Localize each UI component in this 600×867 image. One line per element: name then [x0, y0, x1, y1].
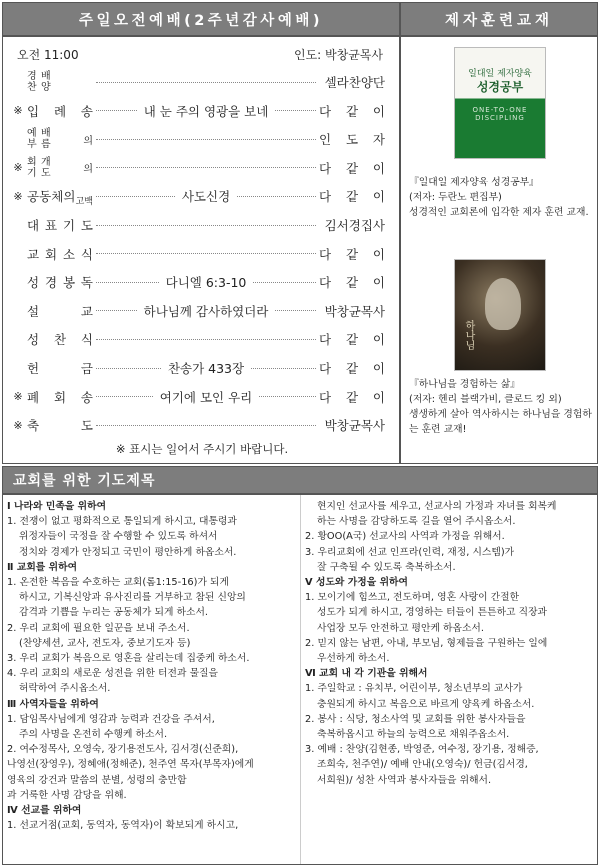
dot-leader	[96, 282, 159, 283]
book1-author: (저자: 두란노 편집부)	[409, 192, 502, 203]
prayer-section-title: Ⅰ 나라와 민족을 위하여	[7, 501, 107, 512]
order-item-person	[319, 388, 385, 406]
order-item-person-char: 이	[372, 160, 385, 176]
prayer-line: 2. 봉사 : 식당, 청소사역 및 교회를 위한 봉사자들을	[305, 713, 526, 725]
order-item-content: 찬송가 433장	[167, 361, 245, 376]
order-item-person-char: 이	[372, 103, 385, 119]
prayer-line: 축복하옵시고 하늘의 능력으로 채워주옵소서.	[317, 729, 510, 741]
order-item-name-char: 소	[62, 246, 76, 262]
dot-leader	[96, 425, 316, 426]
prayer-section-title: Ⅳ 선교를 위하여	[7, 805, 82, 817]
dot-leader	[96, 139, 316, 140]
standing-mark: ※	[13, 161, 23, 175]
order-item-person-char: 다	[319, 389, 332, 405]
order-item-person-char: 이	[372, 332, 385, 348]
order-item-name-char: 개	[41, 156, 51, 168]
order-item-name-small: 고백	[75, 196, 93, 207]
book2-title: 『하나님을 경험하는 삶』	[409, 379, 520, 390]
order-item-person	[319, 330, 385, 348]
prayer-line: 하시고, 기복신앙과 유사진리를 거부하고 참된 신앙의	[19, 592, 246, 604]
book2-description	[409, 377, 593, 437]
order-row	[9, 241, 385, 267]
order-row	[9, 412, 385, 438]
order-item-person-char: 도	[345, 132, 359, 148]
worship-header: 주일오전예배(2주년감사예배)	[2, 2, 400, 36]
prayer-line: 서희원)/ 성찬 사역과 봉사자들을 위해서.	[317, 774, 492, 786]
order-item-name-char: 입	[27, 103, 40, 119]
order-item-name-char: 축	[27, 418, 40, 434]
order-item-person	[319, 159, 385, 177]
order-item-name	[27, 302, 93, 320]
order-item-name-char: 경	[27, 71, 37, 82]
prayer-line: 충원되게 하시고 복음으로 바르게 양육케 하옵소서.	[317, 698, 535, 710]
order-item-person-char: 이	[372, 275, 385, 291]
order-row	[9, 69, 385, 95]
order-item-name-char: 봉	[62, 275, 76, 291]
order-item-person	[319, 359, 385, 377]
order-item-name-char: 식	[80, 246, 93, 262]
order-row	[9, 269, 385, 295]
order-item-person-char: 다	[319, 160, 332, 176]
dot-leader	[259, 396, 316, 397]
prayer-line: (찬양세션, 교사, 전도자, 중보기도자 등)	[19, 637, 191, 649]
prayer-line: 영육의 강건과 말씀의 분별, 성령의 충만함	[7, 774, 187, 786]
prayer-line: 3. 우리 교회가 복음으로 영혼을 살리는데 집중케 하소서.	[7, 653, 250, 665]
order-item-name	[27, 273, 93, 291]
prayer-section-title: Ⅴ 성도와 가정을 위하여	[305, 577, 408, 589]
order-item-name-char: 동	[39, 189, 52, 205]
order-item-name-char: 교	[80, 303, 93, 319]
order-item-person	[319, 130, 385, 148]
order-item-person-char: 다	[319, 275, 332, 291]
standing-mark: ※	[13, 390, 23, 404]
order-item-person-char: 같	[345, 275, 359, 291]
prayer-line: 2. 황OO(A국) 선교사의 사역과 가정을 위해서.	[305, 531, 505, 543]
prayer-line: 2. 여수정목사, 오영숙, 장기용전도사, 김서경(신준희),	[7, 744, 239, 756]
prayer-line: 1. 주일학교 : 유치부, 어린이부, 청소년부의 교사가	[305, 683, 523, 695]
dot-leader	[251, 368, 316, 369]
order-item-name-char: 대	[27, 218, 40, 233]
order-item-name-char: 성	[27, 332, 40, 348]
order-row	[9, 298, 385, 324]
order-item-person-char: 같	[345, 160, 359, 176]
order-item-person-char: 인	[319, 132, 332, 148]
order-item-person-char: 이	[372, 361, 385, 376]
order-item-content: 다니엘 6:3-10	[165, 275, 247, 291]
order-item-name	[27, 330, 93, 348]
order-item-name-char: 헌	[27, 361, 40, 376]
order-item-name-char: 회	[27, 156, 37, 168]
dot-leader	[275, 110, 316, 111]
order-item-name	[27, 416, 93, 434]
order-item-name-char: 독	[80, 275, 93, 291]
order-item-name-char: 경	[44, 275, 58, 291]
dot-leader	[96, 167, 316, 168]
order-item-name-char: 배	[41, 71, 51, 82]
order-item-name-char: 의	[63, 189, 76, 205]
prayer-line: 우선하게 하소서.	[317, 653, 390, 665]
order-item-name	[27, 245, 93, 263]
prayer-line: 1. 전쟁이 없고 평화적으로 통일되게 하시고, 대통령과	[7, 516, 237, 528]
order-item-person	[319, 273, 385, 291]
prayer-line: 하는 사명을 감당하도록 길을 열어 주시옵소서.	[317, 516, 516, 528]
prayer-line: 1. 담임목사님에게 영감과 능력과 건강을 주셔서,	[7, 713, 215, 725]
order-item-name-char: 회	[44, 246, 58, 262]
order-item-name-char: 찬	[27, 82, 37, 93]
order-item-person-char: 다	[319, 246, 332, 262]
prayer-line: 현지인 선교사를 세우고, 선교사의 가정과 자녀를 회복케	[317, 501, 557, 512]
book1-cover-image	[454, 47, 546, 159]
order-item-name-char: 송	[80, 103, 93, 119]
prayer-line: 2. 믿지 않는 남편, 아내, 부모님, 형제들을 구원하는 일에	[305, 637, 548, 649]
prayer-panel	[2, 494, 598, 865]
order-item-name	[27, 128, 93, 150]
order-item-person-char: 다	[319, 103, 332, 119]
order-item-name	[27, 359, 93, 377]
prayer-section-title: Ⅲ 사역자들을 위하여	[7, 698, 99, 710]
order-row	[9, 384, 385, 410]
prayer-line: 1. 모이기에 힘쓰고, 전도하며, 영혼 사랑이 간절한	[305, 592, 520, 604]
dot-leader	[96, 396, 153, 397]
book2-cover-image	[454, 259, 546, 371]
order-item-person: 김서경집사	[324, 218, 385, 233]
dot-leader	[96, 196, 175, 197]
order-item-person-char: 이	[372, 246, 385, 262]
order-item-content: 여기에 모인 우리	[159, 389, 253, 405]
dot-leader	[96, 82, 316, 83]
order-item-name	[27, 216, 93, 234]
book2-author: (저자: 헨리 블랙가비, 클로드 킹 외)	[409, 394, 562, 405]
prayer-line: 위정자들이 국정을 잘 수행할 수 있도록 하셔서	[19, 531, 218, 543]
order-item-person-char: 다	[319, 361, 332, 376]
order-row	[9, 98, 385, 124]
order-item-person: 셀라찬양단	[324, 75, 385, 90]
book2-cover-title: 하나님	[463, 320, 474, 350]
order-item-person-char: 이	[372, 189, 385, 205]
dot-leader	[275, 310, 316, 311]
prayer-left-column	[7, 499, 299, 833]
order-item-person-char: 같	[345, 189, 359, 205]
prayer-line: 4. 우리 교회의 새로운 성전을 위한 터전과 물질을	[7, 668, 218, 680]
order-item-name-char: 표	[44, 218, 58, 233]
prayer-section-title: Ⅵ 교회 내 각 기관을 위해서	[305, 668, 428, 680]
prayer-section-title: Ⅱ 교회를 위하여	[7, 561, 78, 573]
order-row	[9, 212, 385, 238]
order-item-name-char: 송	[80, 389, 93, 405]
order-item-content: 내 눈 주의 영광을 보네	[143, 103, 269, 119]
column-divider	[300, 495, 301, 864]
book1-title: 『일대일 제자양육 성경공부』	[409, 177, 539, 188]
book2-desc-text: 생생하게 살아 역사하시는 하나님을 경험하는 훈련 교재!	[409, 409, 592, 435]
order-item-name-char: 배	[41, 128, 51, 140]
order-row	[9, 183, 385, 209]
order-item-person-char: 같	[345, 332, 359, 348]
order-row	[9, 326, 385, 352]
dot-leader	[96, 225, 316, 226]
order-row	[9, 155, 385, 181]
book1-description	[409, 175, 593, 220]
order-item-person-char: 자	[372, 132, 385, 148]
dot-leader	[96, 339, 316, 340]
order-item-name-char: 도	[80, 418, 93, 434]
book1-cover-line2: 성경공부	[476, 80, 524, 94]
order-item-name-char: 교	[27, 246, 40, 262]
book1-cover-line1: 일대일 제자양육	[468, 69, 532, 79]
dot-leader	[96, 253, 316, 254]
order-item-content: 사도신경	[181, 189, 231, 205]
order-row	[9, 126, 385, 152]
order-item-name-char: 식	[80, 332, 93, 348]
order-item-name-char: 성	[27, 275, 40, 291]
order-item-name	[27, 388, 93, 406]
order-item-person-char: 같	[345, 361, 359, 376]
order-item-name-char: 양	[41, 82, 51, 93]
order-item-name-char: 기	[62, 218, 76, 233]
prayer-line: 나영선(장영우), 정혜애(정해준), 천주연 목자(부목자)에게	[7, 759, 254, 771]
order-item-person-char: 이	[372, 389, 385, 405]
worship-order-panel	[2, 36, 400, 464]
order-item-name	[27, 186, 93, 207]
prayer-right-column	[305, 499, 595, 788]
prayer-line: 3. 우리교회에 선교 인프라(인력, 재정, 시스템)가	[305, 546, 515, 558]
prayer-line: 3. 예배 : 찬양(김현종, 박영준, 여수정, 장기용, 정해증,	[305, 744, 539, 756]
order-item-person	[319, 102, 385, 120]
order-item-name-suffix: 의	[83, 135, 93, 147]
order-item-person: 박창균목사	[324, 418, 385, 434]
standing-mark: ※	[13, 189, 23, 203]
order-item-person-char: 같	[345, 103, 359, 119]
order-item-name-char: 례	[53, 103, 67, 119]
prayer-line: 정치와 경제가 안정되고 국민이 평안하게 하옵소서.	[19, 546, 237, 558]
standing-mark: ※	[13, 418, 23, 432]
order-item-content: 하나님께 감사하였더라	[143, 303, 269, 319]
book1-cover-en: ONE-TO-ONE DISCIPLING	[472, 106, 528, 122]
book1-desc-text: 성경적인 교회론에 입각한 제자 훈련 교재.	[409, 207, 589, 218]
order-item-name	[27, 102, 93, 120]
order-item-person	[319, 187, 385, 205]
order-item-name-char: 름	[41, 139, 51, 151]
order-item-name-char: 도	[80, 218, 93, 233]
prayer-line: 1. 온전한 복음을 수호하는 교회(롬1:15-16)가 되게	[7, 577, 229, 589]
prayer-line: 잘 구축될 수 있도록 축복하소서.	[317, 561, 456, 573]
order-item-name-char: 폐	[27, 389, 40, 405]
books-panel	[400, 36, 598, 464]
dot-leader	[237, 196, 316, 197]
standing-notice: ※ 표시는 일어서 주시기 바랍니다.	[115, 442, 289, 456]
prayer-line: 2. 우리 교회에 필요한 일꾼을 보내 주소서.	[7, 622, 190, 634]
order-item-person-char: 다	[319, 189, 332, 205]
dot-leader	[96, 368, 161, 369]
service-time: 오전 11:00	[17, 48, 79, 62]
order-item-person	[319, 245, 385, 263]
order-item-name-char: 금	[80, 361, 93, 376]
order-row	[9, 355, 385, 381]
order-item-person-char: 다	[319, 332, 332, 348]
prayer-line: 감격과 기쁨을 누리는 공동체가 되게 하소서.	[19, 607, 209, 619]
prayer-line: 1. 선교거점(교회, 동역자, 동역자)이 확보되게 하시고,	[7, 820, 239, 832]
order-item-person-char: 같	[345, 246, 359, 262]
prayer-line: 허락하여 주시옵소서.	[19, 683, 111, 695]
order-item-name-char: 부	[27, 139, 37, 151]
order-item-name-char: 회	[53, 389, 67, 405]
service-leader: 인도: 박창균목사	[293, 48, 383, 62]
order-item-name-char: 찬	[53, 332, 67, 348]
order-item-name-suffix: 의	[83, 164, 93, 176]
dot-leader	[96, 110, 137, 111]
order-item-name-char: 공	[27, 189, 40, 205]
dot-leader	[253, 282, 316, 283]
order-item-name-char: 예	[27, 128, 37, 140]
order-item-name-char: 체	[51, 189, 64, 205]
prayer-line: 조희숙, 천주연)/ 예배 안내(오영숙)/ 헌금(김서경,	[317, 759, 528, 771]
order-item-name-char: 기	[27, 167, 37, 179]
standing-mark: ※	[13, 104, 23, 118]
prayer-line: 사업장 모두 안전하고 평안케 하옵소서.	[317, 622, 484, 634]
order-item-person: 박창균목사	[324, 303, 386, 319]
order-item-person-char: 같	[345, 389, 359, 405]
order-item-name	[27, 71, 93, 93]
prayer-line: 과 거룩한 사명 감당을 위해.	[7, 789, 127, 801]
prayer-header: 교회를 위한 기도제목	[2, 466, 598, 494]
prayer-line: 성도가 되게 하시고, 경영하는 터들이 튼튼하고 직장과	[317, 607, 548, 619]
time-row	[17, 46, 383, 63]
dot-leader	[96, 310, 137, 311]
books-header: 제자훈련교재	[400, 2, 598, 36]
prayer-line: 주의 사명을 온전히 수행케 하소서.	[19, 729, 168, 741]
order-item-name	[27, 157, 93, 179]
order-item-name-char: 도	[41, 167, 51, 179]
order-item-name-char: 설	[27, 303, 40, 319]
